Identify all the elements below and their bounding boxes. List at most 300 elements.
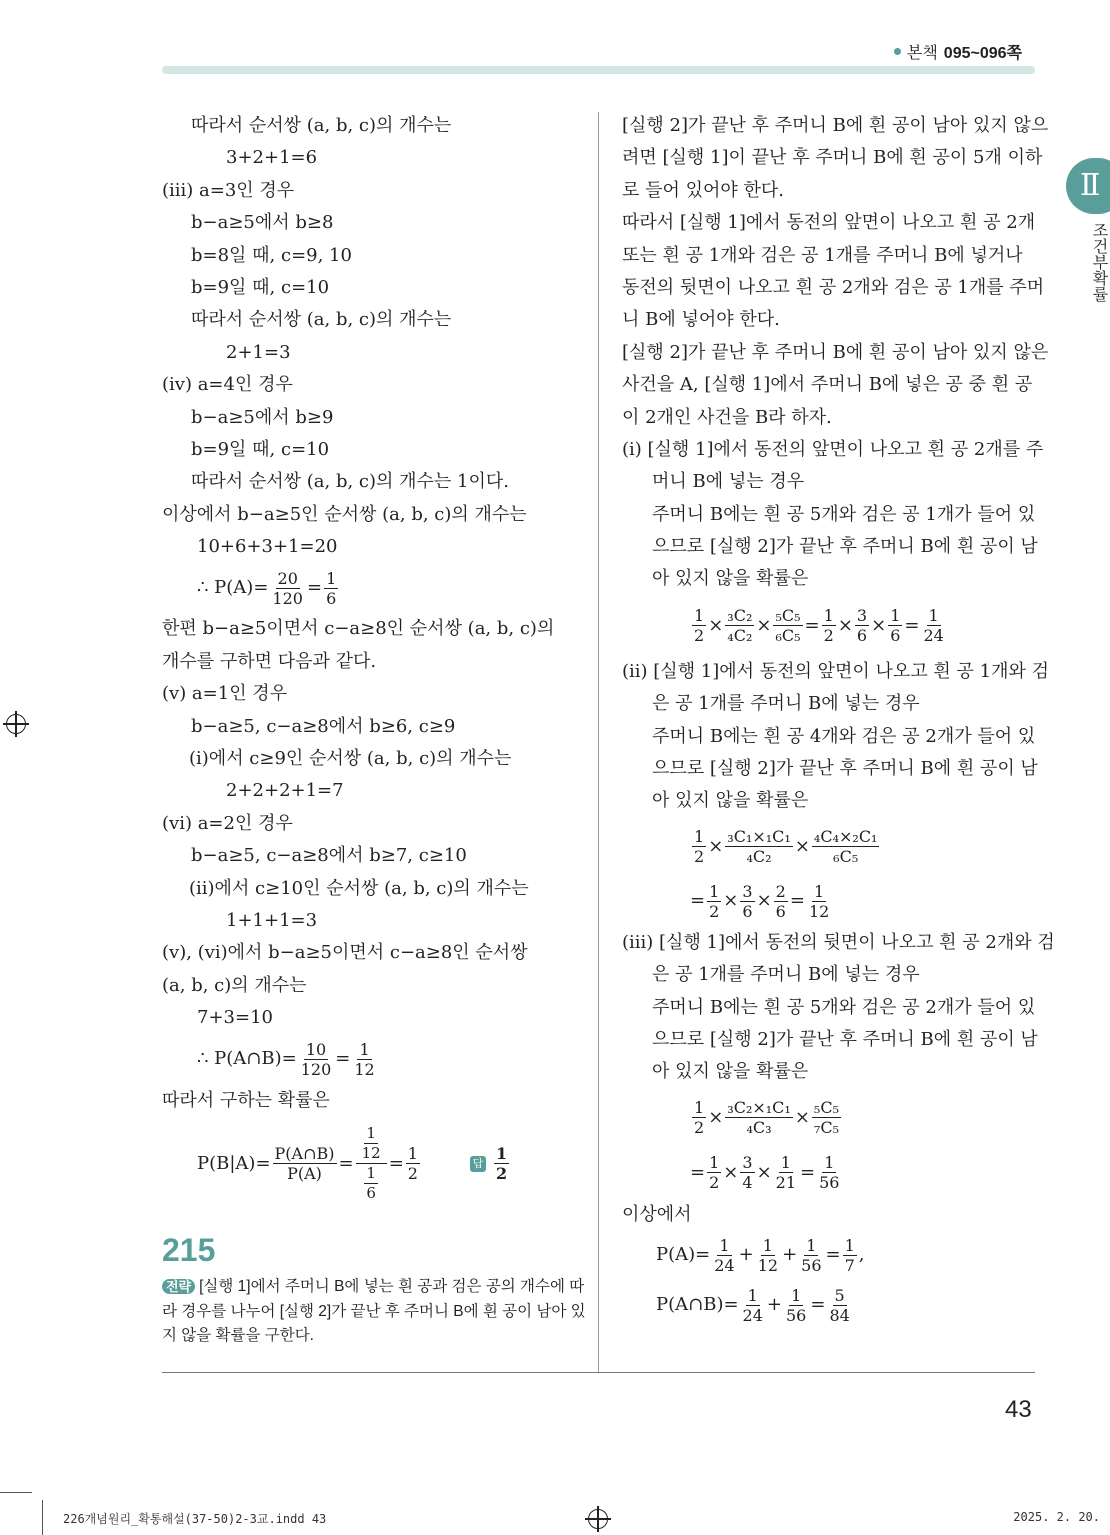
math-text: b=9일 때, c=10 — [191, 438, 330, 460]
text-line — [622, 466, 1037, 498]
denominator — [360, 1144, 383, 1163]
text-line — [622, 207, 1037, 239]
registration-mark-icon — [588, 1509, 608, 1529]
math-text: + — [782, 1243, 798, 1265]
math-text: 1 — [366, 1124, 376, 1143]
math-text: × — [708, 835, 724, 857]
math-text: ₃C₁×₁C₁ — [727, 827, 791, 847]
math-text: (iii) a=3인 경우 — [162, 179, 295, 201]
numerator — [822, 606, 836, 626]
math-text: 6 — [366, 1184, 376, 1203]
text-line — [622, 434, 1044, 466]
denominator — [827, 1306, 851, 1325]
numerator — [746, 1286, 760, 1306]
math-text: 6 — [326, 588, 337, 608]
math-text: × — [794, 1106, 810, 1128]
answer — [470, 1144, 511, 1183]
text-line — [162, 613, 587, 645]
numerator — [692, 827, 706, 847]
math-text: 따라서 순서쌍 (a, b, c)의 개수는 — [191, 115, 452, 136]
numerator — [725, 606, 754, 626]
text-line — [162, 563, 587, 613]
fraction — [921, 606, 945, 645]
numerator — [717, 1236, 731, 1256]
math-text: 1 — [709, 881, 720, 901]
math-text: ₅C₅ — [775, 606, 801, 626]
numerator — [804, 1236, 818, 1256]
text-line — [622, 596, 1037, 656]
numerator — [707, 882, 721, 902]
math-text: 1 — [806, 1235, 817, 1255]
math-text: , — [858, 1243, 865, 1265]
text-line — [162, 304, 587, 336]
math-text: 개수를 구하면 다음과 같다. — [162, 650, 377, 672]
fraction — [360, 1124, 383, 1163]
fraction — [692, 1098, 706, 1137]
text-line — [622, 1231, 1037, 1279]
math-text: 1 — [823, 606, 834, 626]
denominator — [921, 626, 945, 645]
math-text: 1 — [407, 1144, 418, 1164]
text-line — [622, 563, 1037, 595]
math-text: 1 — [844, 1235, 855, 1255]
math-text: 니 B에 넣어야 한다. — [622, 309, 780, 331]
numerator — [494, 1144, 509, 1164]
numerator — [812, 882, 826, 902]
text-line — [162, 1085, 587, 1117]
math-text: 1 — [890, 606, 901, 626]
text-line — [622, 1089, 1037, 1147]
fraction — [756, 1236, 780, 1275]
text-line — [622, 531, 1037, 563]
text-line — [622, 304, 1037, 336]
math-text: 2 — [407, 1164, 418, 1184]
math-text: = — [388, 1152, 404, 1174]
column-divider — [598, 112, 599, 1372]
math-text: 1 — [780, 1153, 791, 1173]
text-line — [622, 753, 1037, 785]
math-text: P(A)= — [656, 1243, 711, 1265]
text-line — [162, 775, 587, 807]
math-text: 1 — [928, 606, 939, 626]
numerator — [725, 1098, 793, 1118]
fraction — [843, 1236, 857, 1275]
math-text: 1 — [709, 1153, 720, 1173]
numerator — [822, 1153, 836, 1173]
text-line — [622, 402, 1037, 434]
strategy-text — [162, 1275, 587, 1349]
bottom-rule — [162, 1372, 1035, 1373]
math-text: 이 2개인 사건을 B라 하자. — [622, 406, 832, 428]
math-text: 6 — [890, 626, 901, 646]
text-line — [622, 1056, 1037, 1088]
fraction — [352, 1040, 376, 1079]
denominator — [888, 626, 902, 645]
math-text: 따라서 [실행 1]에서 동전의 앞면이 나오고 흰 공 2개 — [622, 212, 1036, 234]
denominator — [712, 1256, 736, 1275]
math-text: 4 — [742, 1173, 753, 1193]
math-text: b=8일 때, c=9, 10 — [191, 244, 352, 266]
text-line — [622, 110, 1049, 142]
math-text: 아 있지 않을 확률은 — [652, 1061, 809, 1083]
fraction — [784, 1286, 808, 1325]
math-text: 1 — [495, 1144, 508, 1164]
math-text: 2 — [694, 847, 705, 867]
denominator — [756, 1256, 780, 1275]
math-text: 56 — [819, 1173, 840, 1193]
text-line — [162, 337, 587, 369]
math-text: × — [723, 1161, 739, 1183]
text-line — [162, 402, 587, 434]
math-text: = — [335, 1048, 351, 1070]
text-line — [162, 1117, 587, 1211]
denominator — [784, 1306, 808, 1325]
math-text: 1 — [326, 568, 337, 588]
math-text: (v) a=1인 경우 — [162, 683, 288, 705]
math-text: 24 — [923, 626, 944, 646]
math-text: × — [708, 614, 724, 636]
text-line — [622, 142, 1043, 174]
numerator — [761, 1236, 775, 1256]
math-text: 1 — [366, 1164, 376, 1183]
denominator — [406, 1164, 420, 1183]
numerator — [276, 569, 300, 589]
math-text: 24 — [742, 1305, 763, 1325]
math-text: 1 — [762, 1235, 773, 1255]
math-text: 2 — [694, 626, 705, 646]
answer-badge: 답 — [470, 1156, 486, 1172]
math-text: 2 — [709, 901, 720, 921]
math-text: 24 — [714, 1255, 735, 1275]
denominator — [360, 1164, 382, 1203]
math-text: 12 — [757, 1255, 779, 1275]
text-line — [162, 678, 587, 710]
math-text: 3 — [742, 1153, 753, 1173]
math-text: 으므로 [실행 2]가 끝난 후 주머니 B에 흰 공이 남 — [652, 1028, 1038, 1050]
text-line — [622, 499, 1037, 531]
numerator — [304, 1040, 328, 1060]
math-text: 2 — [823, 626, 834, 646]
text-line — [162, 499, 587, 531]
text-line — [622, 369, 1037, 401]
denominator — [773, 626, 802, 645]
text-line — [162, 434, 587, 466]
denominator — [725, 626, 754, 645]
fraction — [855, 606, 869, 645]
numerator — [843, 1236, 857, 1256]
math-text: 6 — [856, 626, 868, 646]
math-text: (ii)에서 c≥10인 순서쌍 (a, b, c)의 개수는 — [189, 877, 529, 899]
section-reference — [894, 40, 1022, 63]
fraction — [827, 1286, 851, 1325]
fraction — [356, 1124, 387, 1203]
numerator — [692, 606, 706, 626]
math-text: ₆C₅ — [833, 847, 859, 867]
denominator — [707, 1173, 721, 1192]
math-text: × — [794, 835, 810, 857]
denominator — [855, 626, 869, 645]
denominator — [745, 847, 774, 866]
math-text: 동전의 뒷면이 나오고 흰 공 2개와 검은 공 1개를 주머 — [622, 276, 1045, 298]
math-text: 2+1=3 — [226, 341, 291, 363]
strategy-body: [실행 1]에서 주머니 B에 넣는 흰 공과 검은 공의 개수에 따라 경우를 나누어 [실행 2]가 끝난 후 주머니 B에 흰 공이 남아 있지 않을 확률을 구한다. — [162, 1278, 586, 1344]
denominator — [822, 626, 836, 645]
text-line — [162, 743, 587, 775]
footer-date: 2025. 2. 20. — [1013, 1510, 1100, 1524]
math-text: 10 — [305, 1040, 327, 1060]
numerator — [888, 606, 902, 626]
math-text: 으므로 [실행 2]가 끝난 후 주머니 B에 흰 공이 남 — [652, 758, 1038, 780]
math-text: 1+1+1=3 — [226, 909, 318, 931]
fraction — [741, 1286, 765, 1325]
reference-label: 본책 — [906, 45, 938, 62]
denominator — [364, 1184, 378, 1203]
text-line — [622, 721, 1037, 753]
strategy-tag: 전략 — [162, 1279, 195, 1294]
denominator — [740, 1173, 754, 1192]
math-text: P(B|A)= — [197, 1152, 271, 1174]
fraction — [725, 606, 754, 645]
math-text: (a, b, c)의 개수는 — [162, 974, 307, 996]
numerator — [324, 569, 338, 589]
math-text: 120 — [300, 1060, 332, 1080]
math-text: ₃C₂×₁C₁ — [727, 1098, 791, 1118]
math-text: 2 — [775, 881, 786, 901]
numerator — [740, 1153, 754, 1173]
math-text: b−a≥5, c−a≥8에서 b≥6, c≥9 — [191, 715, 456, 737]
math-text: + — [738, 1243, 754, 1265]
fraction — [707, 1153, 721, 1192]
denominator — [692, 626, 706, 645]
math-text: 로 들어 있어야 한다. — [622, 179, 784, 201]
fraction — [725, 827, 793, 866]
fraction — [324, 569, 338, 608]
math-text: × — [756, 890, 772, 912]
numerator — [789, 1286, 803, 1306]
math-text: 이상에서 — [622, 1203, 692, 1225]
math-text: ∴ P(A)= — [197, 577, 269, 599]
header-rule — [162, 66, 1035, 74]
fraction — [692, 606, 706, 645]
denominator — [692, 1118, 706, 1137]
math-text: [실행 2]가 끝난 후 주머니 B에 흰 공이 남아 있지 않으 — [622, 115, 1049, 136]
math-text: ₄C₄×₂C₁ — [813, 827, 878, 847]
text-line — [622, 927, 1055, 959]
fraction — [774, 882, 788, 921]
text-line — [162, 646, 587, 678]
fraction — [888, 606, 902, 645]
denominator — [352, 1060, 376, 1079]
math-text: 따라서 순서쌍 (a, b, c)의 개수는 1이다. — [191, 471, 509, 493]
text-line — [622, 688, 1037, 720]
text-line — [622, 1279, 1037, 1331]
fraction — [817, 1153, 841, 1192]
fraction — [273, 1144, 337, 1183]
math-text: = — [690, 890, 706, 912]
math-text: b−a≥5, c−a≥8에서 b≥7, c≥10 — [191, 845, 467, 867]
math-text: 10+6+3+1=20 — [197, 536, 338, 558]
bullet-icon — [894, 48, 901, 55]
fraction — [740, 1153, 754, 1192]
text-line — [622, 992, 1037, 1024]
numerator — [406, 1144, 420, 1164]
numerator — [273, 1144, 337, 1164]
denominator — [817, 1173, 841, 1192]
denominator — [831, 847, 860, 866]
math-text: × — [871, 614, 887, 636]
denominator — [741, 1306, 765, 1325]
math-text: × — [756, 614, 772, 636]
numerator — [927, 606, 941, 626]
math-text: = — [810, 1293, 826, 1315]
math-text: = — [306, 577, 323, 599]
math-text: 56 — [786, 1305, 807, 1325]
crop-mark — [0, 1492, 32, 1493]
math-text: 120 — [272, 588, 303, 608]
math-text: 려면 [실행 1]이 끝난 후 주머니 B에 흰 공이 5개 이하 — [622, 147, 1043, 169]
fraction — [707, 882, 721, 921]
text-line — [162, 840, 587, 872]
numerator — [707, 1153, 721, 1173]
denominator — [692, 847, 706, 866]
math-text: 3+2+1=6 — [226, 147, 318, 169]
text-line — [162, 207, 587, 239]
text-line — [162, 142, 587, 174]
text-line — [162, 970, 587, 1002]
denominator — [285, 1164, 324, 1183]
math-text: 2 — [495, 1164, 508, 1184]
numerator — [812, 1098, 841, 1118]
math-text: P(A) — [287, 1164, 322, 1184]
math-text: 주머니 B에는 흰 공 5개와 검은 공 2개가 들어 있 — [652, 996, 1036, 1018]
text-line — [162, 466, 587, 498]
math-text: 사건을 A, [실행 1]에서 주머니 B에 넣은 공 중 흰 공 — [622, 374, 1033, 396]
fraction — [822, 606, 836, 645]
numerator — [364, 1124, 378, 1144]
math-text: P(A∩B) — [274, 1144, 335, 1164]
text-line — [162, 240, 587, 272]
denominator — [812, 1118, 841, 1137]
text-line — [622, 175, 1037, 207]
footer-file: 226개념원리_확통해설(37-50)2-3교.indd 43 — [63, 1512, 327, 1526]
math-text: 아 있지 않을 확률은 — [652, 790, 809, 812]
math-text: 으므로 [실행 2]가 끝난 후 주머니 B에 흰 공이 남 — [652, 536, 1038, 558]
text-line — [622, 1199, 1037, 1231]
math-text: 12 — [361, 1144, 381, 1163]
math-text: = — [800, 1161, 816, 1183]
math-text: b−a≥5에서 b≥9 — [191, 406, 334, 428]
math-text: (i)에서 c≥9인 순서쌍 (a, b, c)의 개수는 — [189, 748, 512, 770]
math-text: (i) [실행 1]에서 동전의 앞면이 나오고 흰 공 2개를 주 — [622, 438, 1044, 460]
math-text: 주머니 B에는 흰 공 5개와 검은 공 1개가 들어 있 — [652, 503, 1036, 525]
math-text: [실행 2]가 끝난 후 주머니 B에 흰 공이 남아 있지 않은 — [622, 341, 1049, 363]
text-line — [622, 1024, 1037, 1056]
denominator — [740, 902, 754, 921]
fraction — [774, 1153, 798, 1192]
math-text: 1 — [694, 827, 705, 847]
text-line — [622, 959, 1037, 991]
math-text: ₄C₂ — [746, 847, 772, 867]
math-text: 1 — [824, 1153, 835, 1173]
math-text: = — [338, 1152, 354, 1174]
math-text: × — [723, 890, 739, 912]
math-text: ₄C₃ — [746, 1118, 772, 1138]
text-line — [622, 337, 1049, 369]
denominator — [774, 1173, 798, 1192]
numerator — [692, 1098, 706, 1118]
math-text: 아 있지 않을 확률은 — [652, 568, 809, 590]
numerator — [833, 1286, 847, 1306]
fraction — [725, 1098, 793, 1137]
math-text: 1 — [814, 881, 825, 901]
fraction — [812, 827, 880, 866]
text-line — [622, 818, 1037, 876]
page-number: 43 — [1005, 1396, 1032, 1423]
text-line — [162, 905, 587, 937]
numerator — [364, 1164, 378, 1184]
math-text: = — [690, 1161, 706, 1183]
math-text: = — [789, 890, 805, 912]
denominator — [745, 1118, 774, 1137]
math-text: 7+3=10 — [197, 1007, 273, 1029]
math-text: 1 — [694, 1098, 705, 1118]
numerator — [740, 882, 754, 902]
text-line — [622, 785, 1037, 817]
math-text: 2+2+2+1=7 — [226, 780, 344, 802]
fraction — [299, 1040, 334, 1079]
math-text: (ii) [실행 1]에서 동전의 앞면이 나오고 흰 공 1개와 검 — [622, 660, 1049, 682]
chapter-title: 조건부확률 — [1090, 222, 1107, 302]
math-text: 은 공 1개를 주머니 B에 넣는 경우 — [652, 693, 920, 715]
fraction — [773, 606, 802, 645]
math-text: ₇C₅ — [813, 1118, 839, 1138]
text-line — [162, 272, 587, 304]
math-text: 1 — [694, 606, 705, 626]
fraction — [270, 569, 305, 608]
math-text: ₅C₅ — [813, 1098, 839, 1118]
denominator — [843, 1256, 857, 1275]
text-line — [622, 876, 1037, 927]
reference-pages: 095~096쪽 — [943, 45, 1022, 62]
fraction — [740, 882, 754, 921]
fraction — [494, 1144, 509, 1183]
math-text: P(A∩B)= — [656, 1293, 739, 1315]
denominator — [270, 589, 305, 608]
math-text: ∴ P(A∩B)= — [197, 1048, 297, 1070]
text-line — [162, 808, 587, 840]
fraction — [799, 1236, 823, 1275]
numerator — [779, 1153, 793, 1173]
fraction — [364, 1164, 378, 1203]
math-text: 2 — [694, 1118, 705, 1138]
numerator — [773, 606, 802, 626]
denominator — [299, 1060, 334, 1079]
math-text: × — [756, 1161, 772, 1183]
text-line — [162, 1035, 587, 1085]
right-column — [622, 110, 1055, 1331]
math-text: = — [904, 614, 920, 636]
text-line — [162, 711, 587, 743]
text-line — [162, 175, 587, 207]
math-text: (iv) a=4인 경우 — [162, 374, 293, 396]
math-text: 5 — [834, 1285, 845, 1305]
math-text: 6 — [775, 901, 786, 921]
math-text: 12 — [808, 901, 830, 921]
chapter-tab: Ⅱ — [1066, 158, 1110, 214]
problem-215 — [162, 1232, 587, 1349]
math-text: × — [708, 1106, 724, 1128]
math-text: 따라서 구하는 확률은 — [162, 1089, 330, 1111]
